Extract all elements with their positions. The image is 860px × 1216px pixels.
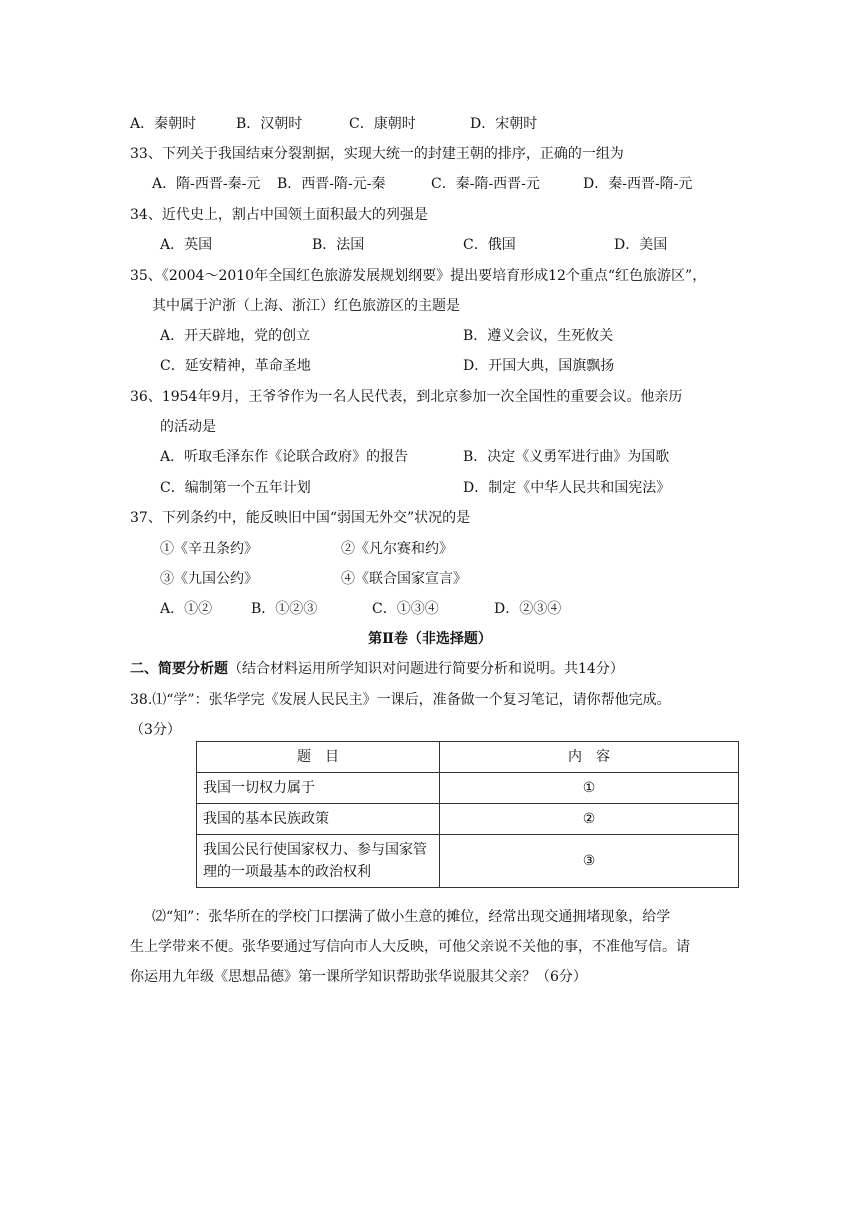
table-row [197, 835, 739, 888]
q37-item-3: ③《九国公约》 [160, 571, 258, 587]
table-cell-topic: 我国公民行使国家权力、参与国家管理的一项最基本的政治权利 [197, 835, 440, 888]
q34-option-a: A．英国 [160, 237, 213, 253]
q35-stem-line1: 35、《2004～2010年全国红色旅游发展规划纲要》提出要培育形成12个重点“红色旅游区”， [130, 268, 707, 284]
q36-option-b: B．决定《义勇军进行曲》为国歌 [463, 449, 670, 465]
q33-option-a: A．隋-西晋-秦-元 [152, 176, 261, 192]
table-cell-topic: 我国一切权力属于 [197, 773, 440, 804]
table-header-row [197, 742, 739, 773]
q35-option-c: C．延安精神，革命圣地 [160, 358, 311, 374]
part2-title: 第Ⅱ卷（非选择题） [368, 631, 492, 647]
q33-option-b: B．西晋-隋-元-秦 [277, 176, 386, 192]
q37-option-a: A．①② [160, 601, 213, 617]
q36-option-a: A．听取毛泽东作《论联合政府》的报告 [160, 449, 409, 465]
q35-stem-line2: 其中属于沪浙（上海、浙江）红色旅游区的主题是 [152, 298, 460, 314]
review-notes-table [196, 741, 739, 888]
q32-option-d: D．宋朝时 [470, 116, 538, 132]
q37-item-1: ①《辛丑条约》 [160, 541, 258, 557]
q34-stem: 34、近代史上，割占中国领土面积最大的列强是 [130, 207, 428, 223]
q36-stem-line1: 36、1954年9月，王爷爷作为一名人民代表，到北京参加一次全国性的重要会议。他亲历 [130, 389, 683, 405]
q36-option-d: D．制定《中华人民共和国宪法》 [463, 480, 671, 496]
q36-stem-line2: 的活动是 [160, 419, 216, 435]
q38-sub2-line2: 生上学带来不便。张华要通过写信向市人大反映，可他父亲说不关他的事，不准他写信。请 [130, 939, 690, 955]
q37-item-2: ②《凡尔赛和约》 [341, 541, 453, 557]
q34-option-b: B．法国 [312, 237, 365, 253]
q33-option-c: C．秦-隋-西晋-元 [431, 176, 540, 192]
q38-sub2-line3: 你运用九年级《思想品德》第一课所学知识帮助张华说服其父亲？（6分） [130, 969, 587, 985]
q37-option-d: D．②③④ [494, 601, 562, 617]
section-heading: 二、简要分析题 [130, 661, 228, 677]
table-cell-topic: 我国的基本民族政策 [197, 804, 440, 835]
q38-sub1-line1: 38.⑴“学”：张华学完《发展人民民主》一课后，准备做一个复习笔记，请你帮他完成。 [130, 692, 671, 708]
q33-option-d: D．秦-西晋-隋-元 [583, 176, 693, 192]
table-header-content: 内 容 [440, 742, 739, 773]
table-row [197, 804, 739, 835]
q36-option-c: C．编制第一个五年计划 [160, 480, 311, 496]
table-cell-content: ① [440, 773, 739, 804]
q37-option-c: C．①③④ [372, 601, 439, 617]
table-header-topic: 题 目 [197, 742, 440, 773]
q37-item-4: ④《联合国家宣言》 [341, 571, 467, 587]
q35-option-b: B．遵义会议，生死攸关 [463, 328, 614, 344]
q38-sub2-line1: ⑵“知”：张华所在的学校门口摆满了做小生意的摊位，经常出现交通拥堵现象，给学 [152, 909, 671, 925]
q33-stem: 33、下列关于我国结束分裂割据，实现大统一的封建王朝的排序，正确的一组为 [130, 146, 624, 162]
section-note: （结合材料运用所学知识对问题进行简要分析和说明。共14分） [228, 661, 624, 677]
table-cell-content: ② [440, 804, 739, 835]
section-heading-line [130, 660, 624, 678]
q32-option-a: A．秦朝时 [130, 116, 197, 132]
q37-stem: 37、下列条约中，能反映旧中国“弱国无外交”状况的是 [130, 510, 471, 526]
q32-option-b: B．汉朝时 [236, 116, 303, 132]
q38-sub1-line2: （3分） [130, 722, 181, 738]
table-row [197, 773, 739, 804]
q32-option-c: C．康朝时 [349, 116, 416, 132]
table-cell-content: ③ [440, 835, 739, 888]
q34-option-d: D．美国 [614, 237, 668, 253]
q35-option-d: D．开国大典，国旗飘扬 [463, 358, 615, 374]
q35-option-a: A．开天辟地，党的创立 [160, 328, 311, 344]
q37-option-b: B．①②③ [251, 601, 318, 617]
q34-option-c: C．俄国 [463, 237, 516, 253]
